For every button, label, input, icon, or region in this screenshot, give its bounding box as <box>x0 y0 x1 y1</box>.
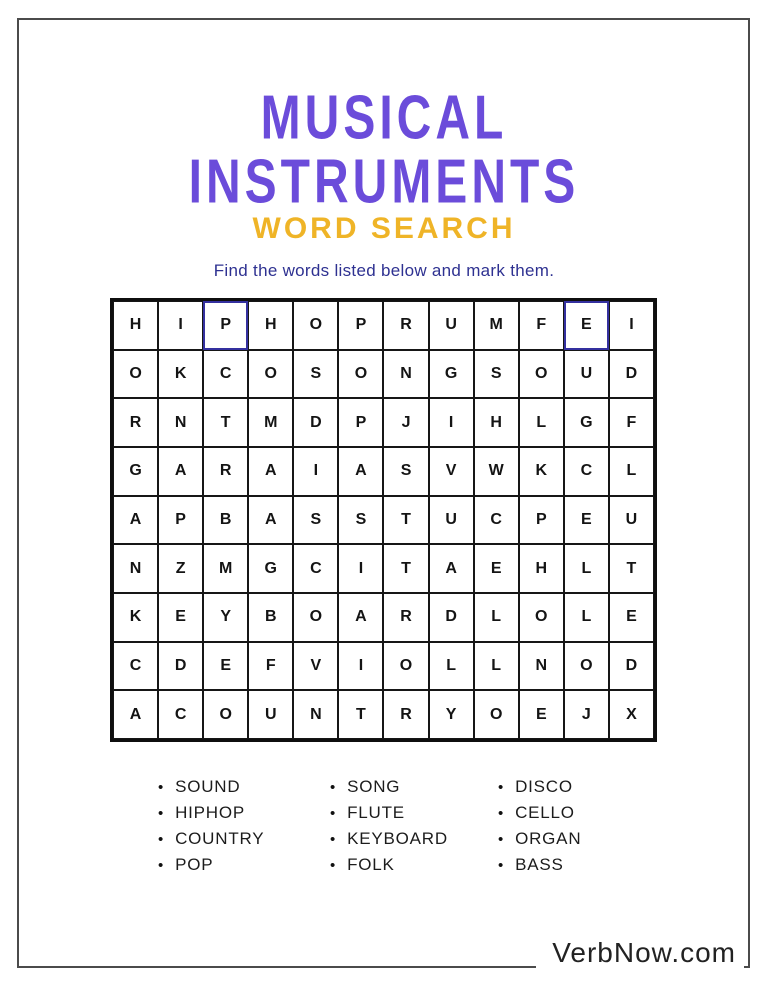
grid-cell-letter: E <box>581 510 592 528</box>
grid-cell[interactable] <box>203 593 248 642</box>
grid-cell[interactable] <box>429 642 474 691</box>
grid-cell[interactable] <box>474 398 519 447</box>
grid-cell[interactable] <box>519 447 564 496</box>
grid-cell[interactable] <box>158 544 203 593</box>
grid-cell[interactable] <box>338 690 383 739</box>
grid-cell[interactable] <box>519 350 564 399</box>
grid-cell-letter: O <box>354 364 368 382</box>
grid-cell[interactable] <box>248 642 293 691</box>
grid-cell-letter: L <box>491 656 502 674</box>
grid-cell[interactable] <box>338 398 383 447</box>
footer-brand: VerbNow.com <box>536 936 744 974</box>
grid-cell[interactable] <box>474 496 519 545</box>
grid-cell-letter: N <box>400 364 412 382</box>
grid-cell[interactable] <box>293 593 338 642</box>
word-label: FOLK <box>347 855 395 874</box>
grid-cell-letter: S <box>355 510 367 528</box>
grid-cell-letter: T <box>401 559 411 577</box>
grid-cell[interactable] <box>609 447 654 496</box>
grid-cell-letter: D <box>174 656 187 674</box>
grid-cell-letter: A <box>445 559 457 577</box>
grid-cell-letter: Y <box>445 705 457 723</box>
grid-cell-letter: N <box>535 656 548 674</box>
grid-cell[interactable] <box>474 447 519 496</box>
grid-cell[interactable] <box>203 350 248 399</box>
grid-cell-letter: O <box>219 705 232 723</box>
grid-cell-letter: I <box>178 316 183 334</box>
grid-cell-letter: R <box>400 316 412 334</box>
grid-cell-letter: N <box>174 413 187 431</box>
grid-cell-highlighted[interactable] <box>564 301 609 350</box>
grid-cell-letter: O <box>264 364 277 382</box>
grid-cell-letter: P <box>175 510 186 528</box>
grid-cell-letter: T <box>626 559 637 577</box>
grid-cell-letter: P <box>355 413 367 431</box>
grid-cell-letter: O <box>309 316 323 334</box>
grid-cell[interactable] <box>564 350 609 399</box>
word-list-item <box>330 826 448 852</box>
page-title-line-1: MUSICAL <box>260 84 508 153</box>
grid-cell[interactable] <box>383 642 428 691</box>
bullet-icon: • <box>158 804 165 822</box>
grid-cell-letter: A <box>129 705 142 723</box>
word-label: KEYBOARD <box>347 829 448 848</box>
grid-cell-letter: C <box>580 462 593 480</box>
bullet-icon: • <box>498 804 505 822</box>
grid-cell-letter: A <box>355 608 367 626</box>
grid-cell-letter: L <box>536 413 547 431</box>
grid-cell-letter: I <box>358 559 364 577</box>
grid-cell[interactable] <box>203 447 248 496</box>
grid-cell[interactable] <box>338 593 383 642</box>
word-list-item <box>158 852 264 878</box>
grid-cell[interactable] <box>474 544 519 593</box>
grid-cell-letter: V <box>445 462 457 480</box>
grid-cell[interactable] <box>609 690 654 739</box>
grid-cell-letter: S <box>310 510 322 528</box>
grid-cell-letter: O <box>399 656 413 674</box>
grid-cell-letter: F <box>536 316 547 334</box>
grid-cell[interactable] <box>338 447 383 496</box>
grid-cell-letter: D <box>445 608 457 626</box>
grid-cell[interactable] <box>158 350 203 399</box>
bullet-icon: • <box>330 856 337 874</box>
grid-cell[interactable] <box>248 447 293 496</box>
grid-cell-letter: O <box>129 364 142 382</box>
grid-cell[interactable] <box>293 301 338 350</box>
grid-cell[interactable] <box>158 642 203 691</box>
grid-cell-letter: B <box>265 608 277 626</box>
grid-cell[interactable] <box>293 544 338 593</box>
grid-cell-letter: L <box>581 608 592 626</box>
grid-cell-letter: T <box>401 510 411 528</box>
grid-cell[interactable] <box>519 301 564 350</box>
grid-cell-letter: U <box>445 510 457 528</box>
grid-cell[interactable] <box>158 301 203 350</box>
grid-cell[interactable] <box>203 690 248 739</box>
grid-cell[interactable] <box>519 398 564 447</box>
bullet-icon: • <box>330 804 337 822</box>
grid-cell[interactable] <box>609 642 654 691</box>
grid-cell[interactable] <box>564 690 609 739</box>
grid-cell-letter: S <box>490 364 502 382</box>
grid-cell[interactable] <box>564 447 609 496</box>
grid-cell-letter: W <box>488 462 504 480</box>
grid-cell[interactable] <box>609 544 654 593</box>
grid-cell[interactable] <box>293 496 338 545</box>
grid-cell[interactable] <box>338 642 383 691</box>
grid-cell-letter: E <box>490 559 502 577</box>
grid-cell[interactable] <box>429 447 474 496</box>
grid-cell-letter: C <box>219 364 232 382</box>
grid-cell-letter: G <box>264 559 277 577</box>
grid-cell-letter: I <box>448 413 454 431</box>
grid-cell-letter: D <box>625 656 638 674</box>
grid-cell-letter: O <box>535 364 548 382</box>
grid-cell[interactable] <box>564 496 609 545</box>
grid-cell-letter: G <box>580 413 593 431</box>
grid-cell-letter: N <box>129 559 142 577</box>
word-list-item <box>498 852 581 878</box>
bullet-icon: • <box>330 778 337 796</box>
grid-cell[interactable] <box>113 690 158 739</box>
grid-cell-letter: P <box>355 316 367 334</box>
word-list-column <box>158 774 264 878</box>
grid-cell[interactable] <box>383 350 428 399</box>
grid-cell-letter: H <box>535 559 548 577</box>
grid-cell[interactable] <box>248 690 293 739</box>
grid-cell-letter: S <box>310 364 322 382</box>
bullet-icon: • <box>158 856 165 874</box>
word-label: DISCO <box>515 777 573 796</box>
word-label: COUNTRY <box>175 829 265 848</box>
word-list-item <box>498 826 581 852</box>
grid-cell-letter: J <box>581 705 591 723</box>
grid-cell[interactable] <box>113 447 158 496</box>
grid-cell-letter: E <box>626 608 637 626</box>
bullet-icon: • <box>158 778 165 796</box>
grid-cell[interactable] <box>293 690 338 739</box>
word-search-grid <box>110 298 657 742</box>
grid-cell-letter: O <box>535 608 548 626</box>
grid-cell[interactable] <box>609 398 654 447</box>
word-label: CELLO <box>515 803 575 822</box>
grid-cell[interactable] <box>158 398 203 447</box>
grid-cell[interactable] <box>113 544 158 593</box>
word-label: SONG <box>347 777 401 796</box>
page-title-line-2: INSTRUMENTS <box>188 148 580 217</box>
word-label: POP <box>175 855 214 874</box>
grid-cell-letter: P <box>535 510 547 528</box>
bullet-icon: • <box>498 830 505 848</box>
grid-cell-letter: Y <box>220 608 232 626</box>
word-list-column <box>330 774 448 878</box>
word-list-item <box>330 852 448 878</box>
grid-cell[interactable] <box>609 593 654 642</box>
grid-cell[interactable] <box>158 496 203 545</box>
grid-cell-letter: U <box>625 510 638 528</box>
grid-cell-letter: T <box>356 705 366 723</box>
word-list-item <box>158 774 264 800</box>
grid-cell-letter: L <box>446 656 456 674</box>
grid-cell-letter: H <box>490 413 502 431</box>
grid-cell[interactable] <box>383 690 428 739</box>
grid-cell-letter: N <box>310 705 322 723</box>
grid-cell-letter: A <box>129 510 142 528</box>
grid-cell[interactable] <box>113 593 158 642</box>
word-label: HIPHOP <box>175 803 246 822</box>
word-label: SOUND <box>175 777 241 796</box>
grid-cell-letter: A <box>174 462 187 480</box>
grid-cell-letter: M <box>264 413 278 431</box>
grid-cell[interactable] <box>564 593 609 642</box>
grid-cell-letter: S <box>400 462 412 480</box>
grid-cell[interactable] <box>564 642 609 691</box>
grid-cell[interactable] <box>338 544 383 593</box>
grid-cell[interactable] <box>429 496 474 545</box>
grid-cell-letter: C <box>490 510 502 528</box>
grid-cell[interactable] <box>519 496 564 545</box>
grid-cell-letter: E <box>581 316 592 334</box>
grid-cell[interactable] <box>113 350 158 399</box>
grid-cell[interactable] <box>519 642 564 691</box>
grid-cell[interactable] <box>203 496 248 545</box>
grid-cell-letter: K <box>535 462 548 480</box>
page-subtitle: WORD SEARCH <box>252 212 516 245</box>
grid-cell-letter: K <box>174 364 187 382</box>
grid-cell[interactable] <box>474 642 519 691</box>
grid-cell-letter: C <box>174 705 187 723</box>
word-list-item <box>330 800 448 826</box>
bullet-icon: • <box>498 856 505 874</box>
word-list-column <box>498 774 581 878</box>
grid-cell[interactable] <box>383 593 428 642</box>
grid-cell-letter: O <box>489 705 503 723</box>
grid-cell-letter: C <box>310 559 322 577</box>
grid-cell-letter: A <box>265 510 277 528</box>
grid-cell[interactable] <box>158 447 203 496</box>
grid-cell-letter: E <box>175 608 186 626</box>
grid-cell-letter: X <box>626 705 637 723</box>
grid-cell-letter: I <box>629 316 634 334</box>
grid-cell[interactable] <box>293 447 338 496</box>
grid-cell[interactable] <box>338 496 383 545</box>
grid-cell[interactable] <box>383 398 428 447</box>
grid-cell-letter: Z <box>175 559 186 577</box>
grid-cell[interactable] <box>429 544 474 593</box>
word-label: BASS <box>515 855 564 874</box>
grid-cell[interactable] <box>248 350 293 399</box>
grid-cell[interactable] <box>564 544 609 593</box>
grid-cell-letter: K <box>129 608 142 626</box>
grid-cell-letter: A <box>265 462 277 480</box>
grid-cell[interactable] <box>248 593 293 642</box>
grid-cell[interactable] <box>248 496 293 545</box>
grid-cell-letter: E <box>220 656 232 674</box>
word-list-item <box>498 774 581 800</box>
bullet-icon: • <box>498 778 505 796</box>
grid-cell-letter: I <box>358 656 364 674</box>
grid-cell[interactable] <box>113 301 158 350</box>
grid-cell-letter: O <box>580 656 593 674</box>
grid-cell-letter: L <box>626 462 637 480</box>
grid-cell-letter: T <box>220 413 231 431</box>
grid-cell-letter: A <box>355 462 367 480</box>
grid-cell[interactable] <box>564 398 609 447</box>
grid-cell[interactable] <box>248 544 293 593</box>
grid-cell-letter: D <box>310 413 322 431</box>
grid-cell[interactable] <box>338 350 383 399</box>
grid-cell[interactable] <box>609 301 654 350</box>
grid-cell[interactable] <box>609 496 654 545</box>
grid-cell-letter: F <box>626 413 637 431</box>
grid-cell[interactable] <box>429 398 474 447</box>
word-list-item <box>158 800 264 826</box>
word-list-item <box>158 826 264 852</box>
grid-cell-letter: U <box>265 705 277 723</box>
bullet-icon: • <box>158 830 165 848</box>
grid-cell-letter: U <box>580 364 593 382</box>
word-label: FLUTE <box>347 803 405 822</box>
grid-cell[interactable] <box>293 642 338 691</box>
grid-cell-letter: C <box>129 656 142 674</box>
grid-cell-letter: P <box>220 316 232 334</box>
grid-cell[interactable] <box>203 642 248 691</box>
grid-cell-letter: L <box>581 559 592 577</box>
grid-cell[interactable] <box>429 690 474 739</box>
grid-cell[interactable] <box>248 398 293 447</box>
grid-cell[interactable] <box>429 350 474 399</box>
grid-cell[interactable] <box>609 350 654 399</box>
grid-cell-letter: U <box>445 316 457 334</box>
grid-cell[interactable] <box>474 350 519 399</box>
grid-cell[interactable] <box>248 301 293 350</box>
grid-cell[interactable] <box>293 398 338 447</box>
grid-cell[interactable] <box>203 398 248 447</box>
grid-cell[interactable] <box>383 544 428 593</box>
grid-cell[interactable] <box>203 544 248 593</box>
grid-cell-letter: M <box>219 559 233 577</box>
grid-cell-letter: G <box>444 364 458 382</box>
grid-cell[interactable] <box>383 496 428 545</box>
grid-cell[interactable] <box>383 447 428 496</box>
grid-cell-letter: R <box>219 462 232 480</box>
grid-cell-letter: R <box>400 705 412 723</box>
grid-cell[interactable] <box>474 301 519 350</box>
grid-cell[interactable] <box>293 350 338 399</box>
grid-cell-letter: G <box>129 462 142 480</box>
grid-cell-letter: O <box>309 608 323 626</box>
grid-cell[interactable] <box>519 544 564 593</box>
grid-cell[interactable] <box>519 690 564 739</box>
grid-cell-letter: R <box>400 608 412 626</box>
grid-cell[interactable] <box>429 593 474 642</box>
grid-cell-letter: L <box>491 608 502 626</box>
grid-cell[interactable] <box>158 690 203 739</box>
grid-cell[interactable] <box>474 690 519 739</box>
grid-cell[interactable] <box>338 301 383 350</box>
grid-cell-letter: V <box>310 656 322 674</box>
grid-cell[interactable] <box>113 642 158 691</box>
grid-cell-letter: E <box>535 705 547 723</box>
grid-cell-letter: F <box>265 656 276 674</box>
grid-cell-letter: D <box>625 364 638 382</box>
grid-cell-letter: R <box>129 413 142 431</box>
grid-cell-letter: M <box>489 316 503 334</box>
grid-cell[interactable] <box>519 593 564 642</box>
word-list-item <box>498 800 581 826</box>
grid-cell-highlighted[interactable] <box>203 301 248 350</box>
grid-cell-letter: J <box>401 413 411 431</box>
instruction-text: Find the words listed below and mark them. <box>213 261 555 280</box>
grid-cell-letter: H <box>265 316 277 334</box>
grid-cell-letter: B <box>219 510 232 528</box>
grid-cell-letter: H <box>129 316 142 334</box>
grid-cell-letter: I <box>313 462 319 480</box>
grid-cell[interactable] <box>429 301 474 350</box>
grid-cell[interactable] <box>474 593 519 642</box>
grid-cell[interactable] <box>113 496 158 545</box>
grid-cell[interactable] <box>158 593 203 642</box>
bullet-icon: • <box>330 830 337 848</box>
word-label: ORGAN <box>515 829 582 848</box>
word-list-item <box>330 774 448 800</box>
grid-cell[interactable] <box>383 301 428 350</box>
grid-cell[interactable] <box>113 398 158 447</box>
